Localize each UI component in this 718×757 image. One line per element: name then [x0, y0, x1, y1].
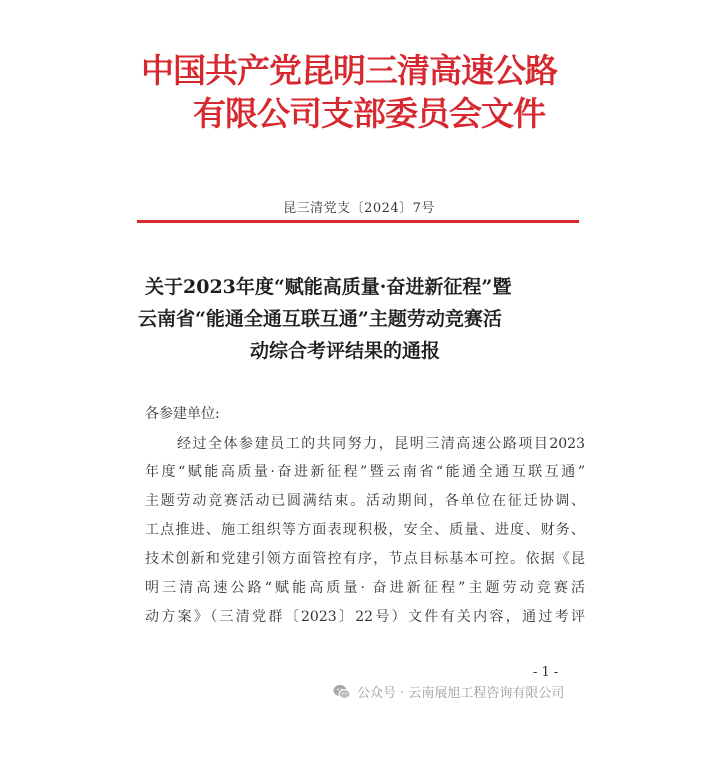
salutation: 各参建单位:: [145, 406, 220, 422]
subject-title-line3: 动综合考评结果的通报: [250, 340, 441, 362]
subject-title-line2: 云南省“能通全通互联互通”主题劳动竞赛活: [138, 308, 502, 330]
watermark: [333, 682, 564, 701]
body-text-line: 主题劳动竞赛活动已圆满结束。活动期间，各单位在征迁协调、: [145, 493, 585, 509]
watermark-text: 公众号 · 云南展旭工程咨询有限公司: [357, 686, 565, 701]
page-number: - 1 -: [533, 665, 559, 680]
wechat-icon: [333, 684, 351, 700]
body-text-line: 工点推进、施工组织等方面表现积极，安全、质量、进度、财务、: [145, 522, 585, 538]
body-text-line: 年度“赋能高质量·奋进新征程”暨云南省“能通全通互联互通”: [145, 464, 585, 480]
body-text-line: 动方案》（三清党群〔2023〕22号）文件有关内容，通过考评: [145, 609, 585, 625]
body-text-line: 经过全体参建员工的共同努力，昆明三清高速公路项目2023: [177, 436, 585, 452]
document-header-title-line1: 中国共产党昆明三清高速公路: [141, 51, 557, 90]
body-text-line: 明三清高速公路“赋能高质量· 奋进新征程”主题劳动竞赛活: [145, 580, 585, 596]
subject-title-line1: 关于2023年度“赋能高质量·奋进新征程”暨: [145, 276, 512, 298]
header-divider: [137, 220, 579, 223]
body-text-line: 技术创新和党建引领方面管控有序，节点目标基本可控。依据《昆: [145, 551, 585, 567]
document-header-title-line2: 有限公司支部委员会文件: [193, 94, 545, 133]
document-number: 昆三清党支〔2024〕7号: [283, 201, 435, 216]
